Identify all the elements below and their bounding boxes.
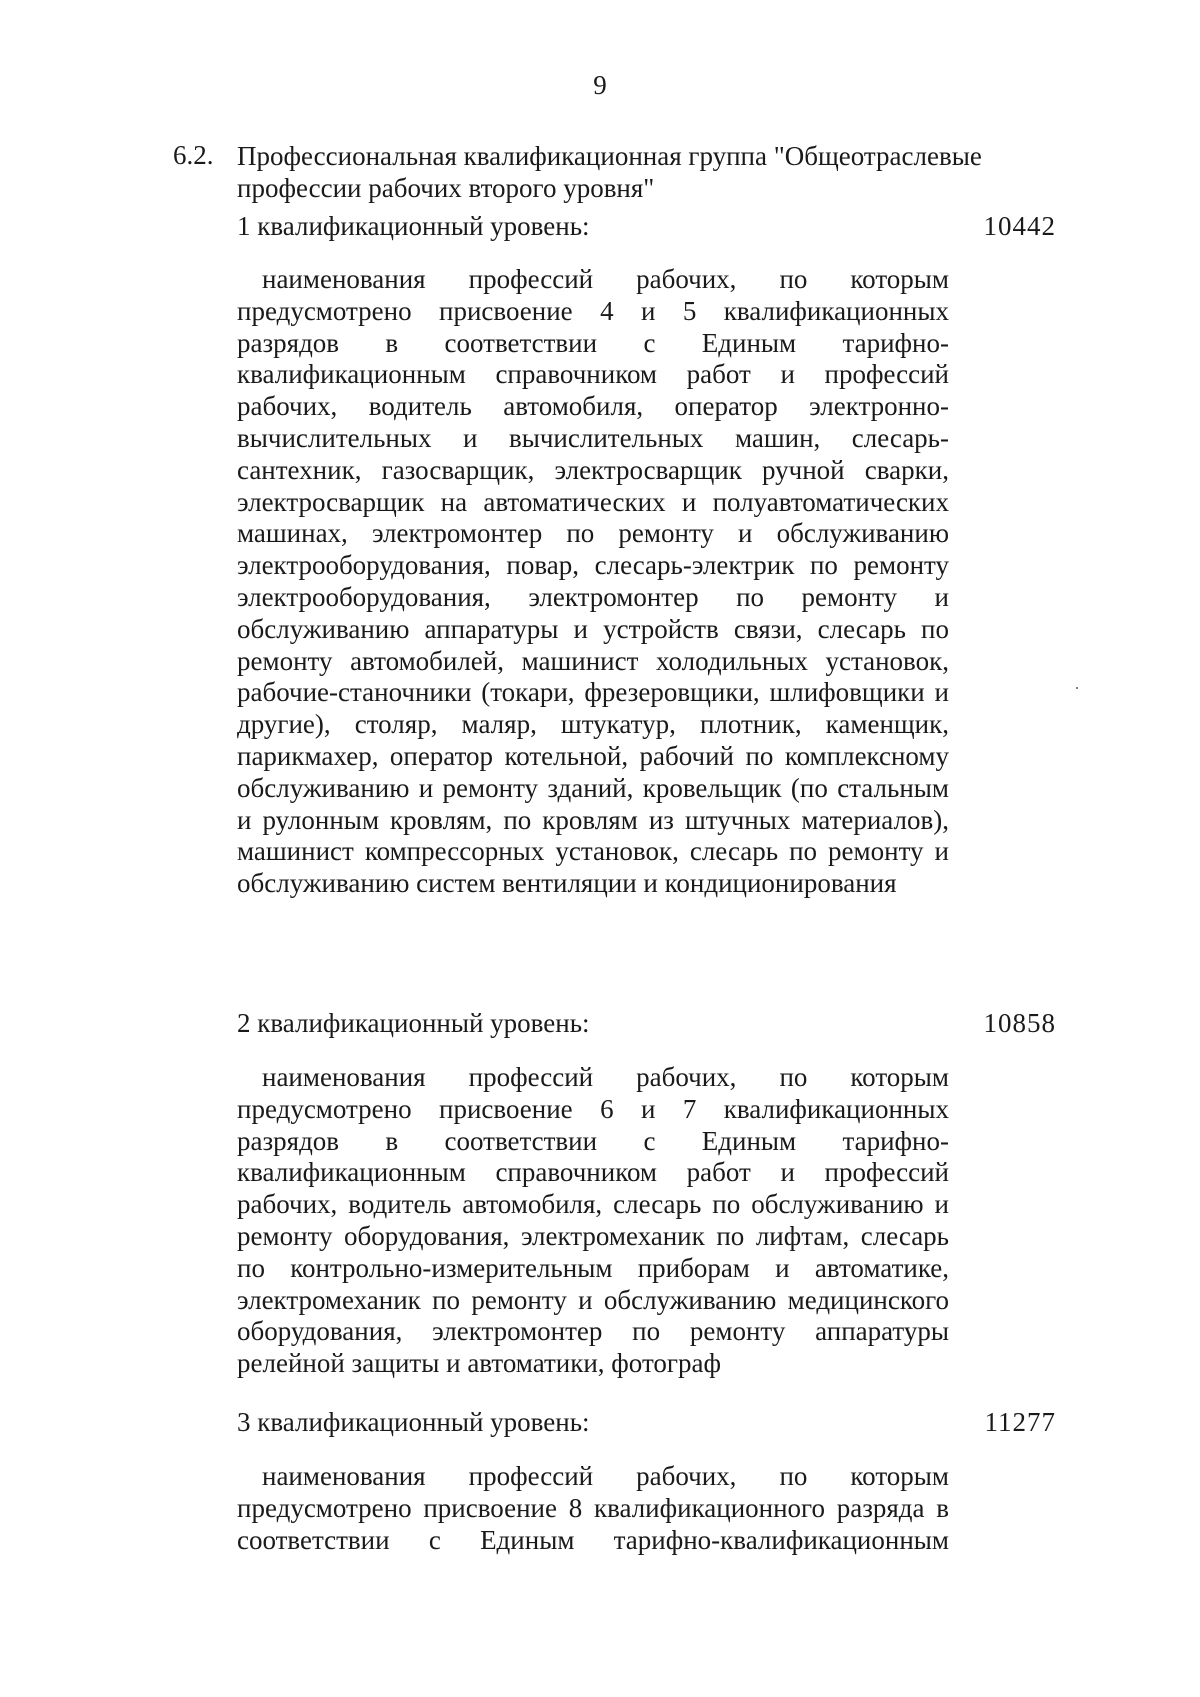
level-3-salary: 11277 — [984, 1407, 1056, 1437]
level-2-salary: 10858 — [983, 1008, 1056, 1038]
section-title: Профессиональная квалификационная группа "Общеотраслевые профессии рабочих второго уровня" — [237, 141, 982, 203]
scan-speck — [1076, 687, 1078, 689]
level-1-salary: 10442 — [983, 211, 1056, 241]
level-3-label: 3 квалификационный уровень: — [237, 1407, 590, 1437]
page-number: 9 — [593, 70, 607, 100]
level-3-description: наименования профессий рабочих, по которым предусмотрено присвоение 8 квалификационного разряда в соответствии с Единым тарифно-квалификационным — [237, 1461, 949, 1555]
level-2-description: наименования профессий рабочих, по которым предусмотрено присвоение 6 и 7 квалификационных разрядов в соответствии с Единым тарифно-квалификационным справочником работ и профессий рабочих, водитель автомобиля, слесарь по обслуживанию и ремонту оборудования, электромеханик по лифтам, слесарь по контрольно-измерительным приборам и автоматике, электромеханик по ремонту и обслуживанию медицинского оборудования, электромонтер по ремонту аппаратуры релейной защиты и автоматики, фотограф — [237, 1062, 949, 1379]
level-1-label: 1 квалификационный уровень: — [237, 211, 590, 241]
level-2-label: 2 квалификационный уровень: — [237, 1008, 590, 1038]
level-1-description: наименования профессий рабочих, по которым предусмотрено присвоение 4 и 5 квалификационных разрядов в соответствии с Единым тарифно-квалификационным справочником работ и профессий рабочих, водитель автомобиля, оператор электронно-вычислительных и вычислительных машин, слесарь-сантехник, газосварщик, электросварщик ручной сварки, электросварщик на автоматических и полуавтоматических машинах, электромонтер по ремонту и обслуживанию электрооборудования, повар, слесарь-электрик по ремонту электрооборудования, электромонтер по ремонту и обслуживанию аппаратуры и устройств связи, слесарь по ремонту автомобилей, машинист холодильных установок, рабочие-станочники (токари, фрезеровщики, шлифовщики и другие), столяр, маляр, штукатур, плотник, каменщик, парикмахер, оператор котельной, рабочий по комплексному обслуживанию и ремонту зданий, кровельщик (по стальным и рулонным кровлям, по кровлям из штучных материалов), машинист компрессорных установок, слесарь по ремонту и обслуживанию систем вентиляции и кондиционирования — [237, 264, 949, 899]
section-number: 6.2. — [173, 140, 214, 170]
